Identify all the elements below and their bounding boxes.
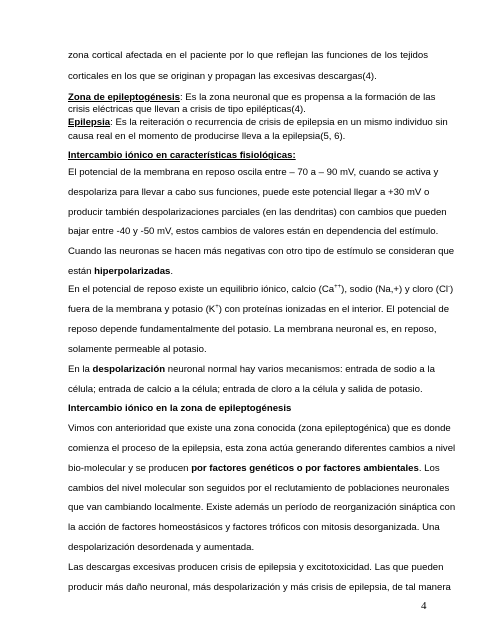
body-line: comienza el proceso de la epilepsia, esta zona actúa generando diferentes cambios a nivel xyxy=(68,442,456,454)
body-line: solamente permeable al potasio. xyxy=(68,344,207,356)
body-line: fuera de la membrana y potasio (K+) con proteínas ionizadas en el interior. El potencial de xyxy=(68,304,450,316)
definition-epilepsia: Epilepsia: Es la reiteración o recurrencia de crisis de epilepsia en un mismo individuo sin xyxy=(68,116,448,128)
body-line: Vimos con anterioridad que existe una zona conocida (zona epileptogénica) que es donde xyxy=(68,422,451,434)
term-epilepsia: Epilepsia xyxy=(68,116,111,128)
body-line: cambios del nivel molecular son seguidos por el reclutamiento de poblaciones neuronales xyxy=(68,482,450,494)
body-line: Cuando las neuronas se hacen más negativas con otro tipo de estímulo se consideran que xyxy=(68,246,455,258)
body-line: corticales en los que se originan y propagan las excesivas descargas(4). xyxy=(68,70,377,82)
bold-phrase: por factores genéticos o por factores ambientales xyxy=(191,462,419,474)
body-line: la acción de factores homeostásicos y factores tróficos con mitosis desorganizada. Una xyxy=(68,522,440,534)
definition-zona-epileptogenesis: Zona de epileptogénesis: Es la zona neuronal que es propensa a la formación de las xyxy=(68,91,436,103)
body-line: célula; entrada de calcio a la célula; entrada de cloro a la célula y salida de potasio. xyxy=(68,383,423,395)
body-line: despolariza para llevar a cabo sus funciones, puede este potencial llegar a +30 mV o xyxy=(68,186,430,198)
bold-term: despolarización xyxy=(92,364,166,375)
body-line: están hiperpolarizadas. xyxy=(68,266,174,278)
body-line: zona cortical afectada en el paciente por lo que reflejan las funciones de los tejidos xyxy=(68,50,428,61)
body-line: En el potencial de reposo existe un equilibrio iónico, calcio (Ca++), sodio (Na,+) y cloro (Cl-) xyxy=(68,283,454,295)
body-line: bajar entre -40 y -50 mV, estos cambios de valores están en dependencia del estímulo. xyxy=(68,225,439,237)
body-line: reposo depende fundamentalmente del potasio. La membrana neuronal es, en reposo, xyxy=(68,324,437,336)
bold-term: hiperpolarizadas xyxy=(94,266,171,278)
body-line: causa real en el momento de producirse lleva a la epilepsia(5, 6). xyxy=(68,131,346,143)
body-line: crisis eléctricas que llevan a crisis de tipo epilépticas(4). xyxy=(68,103,306,115)
body-line: Las descargas excesivas producen crisis de epilepsia y excitotoxicidad. Las que pueden xyxy=(68,562,444,574)
section-heading: Intercambio iónico en la zona de epileptogénesis xyxy=(68,402,292,414)
body-line: producir más daño neuronal, más despolarización y más crisis de epilepsia, de tal manera xyxy=(68,582,451,593)
body-line: En la despolarización neuronal normal hay varios mecanismos: entrada de sodio a la xyxy=(68,364,435,375)
body-line: bio-molecular y se producen por factores genéticos o por factores ambientales. Los xyxy=(68,462,440,474)
body-line: producir también despolarizaciones parciales (en las dendritas) con cambios que pueden xyxy=(68,206,447,218)
term-zona-epileptogenesis: Zona de epileptogénesis xyxy=(68,91,180,103)
page-number: 4 xyxy=(421,600,427,612)
body-line: El potencial de la membrana en reposo oscila entre – 70 a – 90 mV, cuando se activa y xyxy=(68,166,439,178)
body-line: que van cambiando localmente. Existe además un período de reorganización sináptica con xyxy=(68,502,456,514)
body-line: despolarización desordenada y aumentada. xyxy=(68,542,255,554)
section-heading: Intercambio iónico en características fisiológicas: xyxy=(68,150,296,162)
